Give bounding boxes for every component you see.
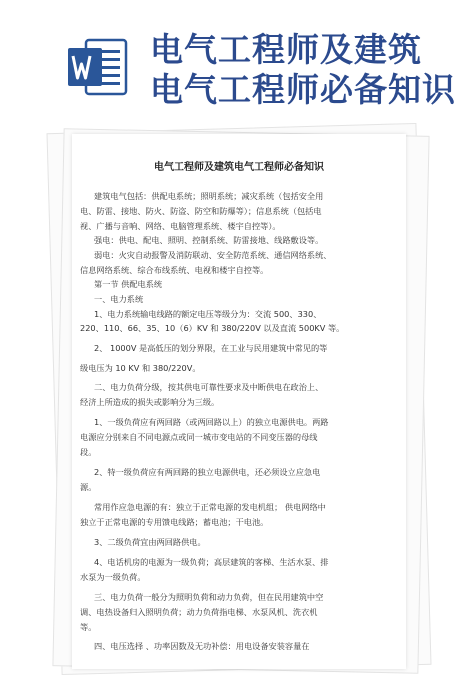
document-line: 信息网络系统、综合布线系统、电视和楼宇自控等。 bbox=[80, 265, 269, 275]
document-line: 1、一级负荷应有两回路（或两回路以上）的独立电源供电。两路 bbox=[94, 417, 329, 427]
document-line: 经济上所造成的损失或影响分为三级。 bbox=[80, 397, 220, 407]
banner-title-line1: 电气工程师及建筑 bbox=[150, 30, 422, 69]
document-line: 源。 bbox=[80, 482, 97, 492]
document-line: 独立于正常电源的专用馈电线路；蓄电池；干电池。 bbox=[80, 517, 269, 527]
document-line: 弱电：火灾自动报警及消防联动、安全防范系统、通信网络系统、 bbox=[94, 250, 332, 260]
document-line: 等。 bbox=[80, 622, 97, 632]
document-line: 视、广播与音响、网络、电脑管理系统、楼宇自控等）。 bbox=[80, 221, 281, 231]
document-line: 强电：供电、配电、照明、控制系统、防雷接地、线路敷设等。 bbox=[94, 235, 324, 245]
document-line: 二、电力负荷分级，按其供电可靠性要求及中断供电在政治上、 bbox=[94, 382, 324, 392]
document-line: 水泵为一级负荷。 bbox=[80, 572, 146, 582]
document-line: 第一节 供配电系统 bbox=[94, 279, 163, 289]
document-line: 常用作应急电源的有：独立于正常电源的发电机组； 供电网络中 bbox=[94, 502, 326, 512]
document-page bbox=[72, 134, 406, 669]
document-line: 电、防雷、接地、防火、防盗、防空和防爆等）；信息系统（包括电 bbox=[80, 206, 322, 216]
document-line: 级电压为 10 KV 和 380/220V。 bbox=[80, 363, 201, 373]
banner bbox=[0, 0, 474, 120]
document-line: 三、电力负荷一般分为照明负荷和动力负荷，但在民用建筑中空 bbox=[94, 592, 324, 602]
document-line: 1、电力系统输电线路的额定电压等级分为：交流 500、330、 bbox=[94, 309, 322, 319]
document-line: 建筑电气包括：供配电系统；照明系统；减灾系统（包括安全用 bbox=[94, 191, 324, 201]
document-line: 3、二级负荷宜由两回路供电。 bbox=[94, 537, 206, 547]
banner-title-line2: 电气工程师必备知识 bbox=[150, 70, 456, 109]
document-line: 段。 bbox=[80, 447, 97, 457]
document-line: 220、110、66、35、10（6）KV 和 380/220V 以及直流 500KV 等。 bbox=[80, 323, 345, 333]
document-title: 电气工程师及建筑电气工程师必备知识 bbox=[154, 162, 324, 173]
word-icon bbox=[66, 36, 128, 98]
document-line: 一、电力系统 bbox=[94, 294, 144, 304]
document-line: 2、特一级负荷应有两回路的独立电源供电，还必须设立应急电 bbox=[94, 467, 321, 477]
document-line: 四、电压选择 、功率因数及无功补偿：用电设备安装容量在 bbox=[94, 641, 310, 651]
document-line: 2、 1000V 是高低压的划分界限，在工业与民用建筑中常见的等 bbox=[94, 343, 328, 353]
document-line: 调、电热设备归入照明负荷；动力负荷指电梯、水泵风机、洗衣机 bbox=[80, 607, 318, 617]
document-line: 电源应分别来自不同电源点或同一城市变电站的不同变压器的母线 bbox=[80, 432, 318, 442]
document-line: 4、电话机房的电源为一级负荷；高层建筑的客梯、生活水泵、排 bbox=[94, 557, 329, 567]
